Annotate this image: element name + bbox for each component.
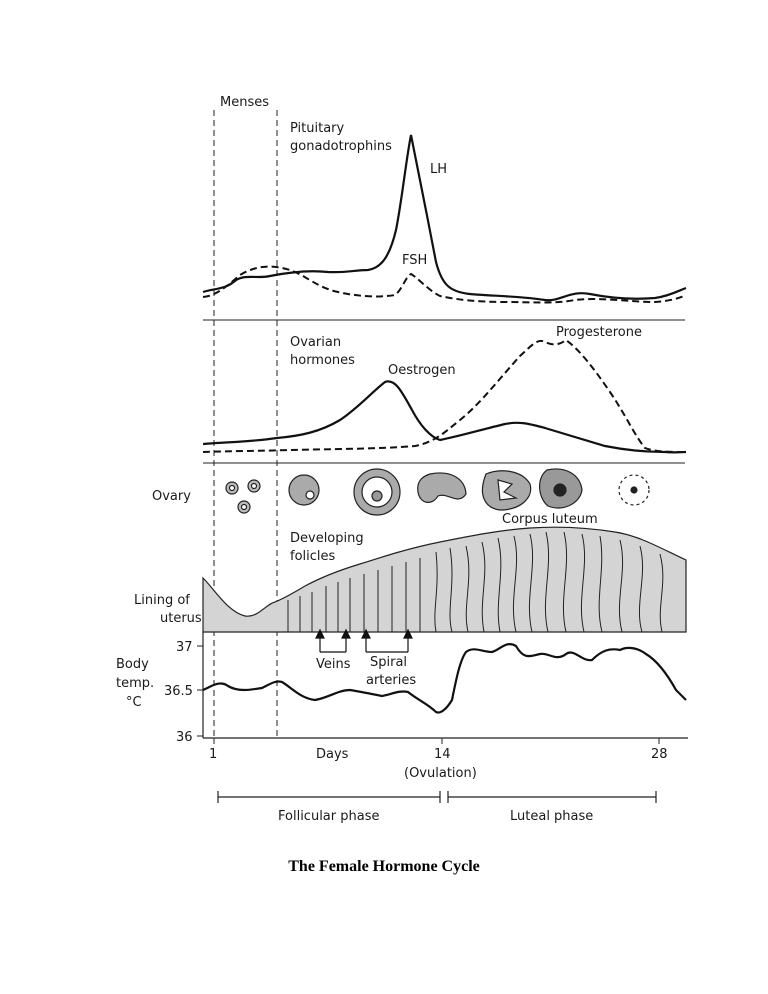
uterus-lining-label: uterus xyxy=(160,611,202,626)
body-temp-label: Body xyxy=(116,657,149,672)
corpus-luteum-label: Corpus luteum xyxy=(502,512,598,527)
ovarian-label: Ovarian xyxy=(290,335,342,350)
phase-bars xyxy=(218,791,656,803)
temp-tick-label: 37 xyxy=(176,640,193,655)
temp-tick-label: 36 xyxy=(176,730,193,745)
pituitary-label: gonadotrophins xyxy=(290,139,392,154)
spiral-arteries-label: Spiral xyxy=(370,655,408,670)
developing-follicles-label: Developing xyxy=(290,531,364,546)
day-tick-label: 1 xyxy=(209,747,218,762)
menses-label: Menses xyxy=(220,95,269,110)
pituitary-label: Pituitary xyxy=(290,121,345,136)
body-temp-label: °C xyxy=(126,695,142,710)
spiral-arteries-label: arteries xyxy=(366,673,417,688)
day-tick-label: 28 xyxy=(651,747,668,762)
lh-curve xyxy=(203,135,686,300)
body-temp-label: temp. xyxy=(116,676,155,691)
follicular-phase-label: Follicular phase xyxy=(278,809,380,824)
ovary-follicle-sequence xyxy=(226,469,649,515)
days-axis-label: Days xyxy=(316,747,349,762)
ovarian-label: hormones xyxy=(290,353,355,368)
ovary-label: Ovary xyxy=(152,489,191,504)
progesterone-label: Progesterone xyxy=(556,325,642,340)
progesterone-curve xyxy=(203,340,686,452)
veins-label: Veins xyxy=(316,657,351,672)
oestrogen-curve xyxy=(203,381,686,452)
luteal-phase-label: Luteal phase xyxy=(510,809,594,824)
fsh-label: FSH xyxy=(402,253,428,268)
developing-follicles-label: folicles xyxy=(290,549,336,564)
temp-tick-label: 36.5 xyxy=(164,684,193,699)
uterine-lining xyxy=(203,527,686,632)
ovulation-label: (Ovulation) xyxy=(404,766,477,781)
figure-caption: The Female Hormone Cycle xyxy=(288,858,480,875)
vessel-pointers xyxy=(316,630,412,652)
lh-label: LH xyxy=(430,162,448,177)
uterus-lining-label: Lining of xyxy=(134,593,190,608)
oestrogen-label: Oestrogen xyxy=(388,363,456,378)
day-tick-label: 14 xyxy=(434,747,451,762)
body-temp-curve xyxy=(203,644,686,712)
